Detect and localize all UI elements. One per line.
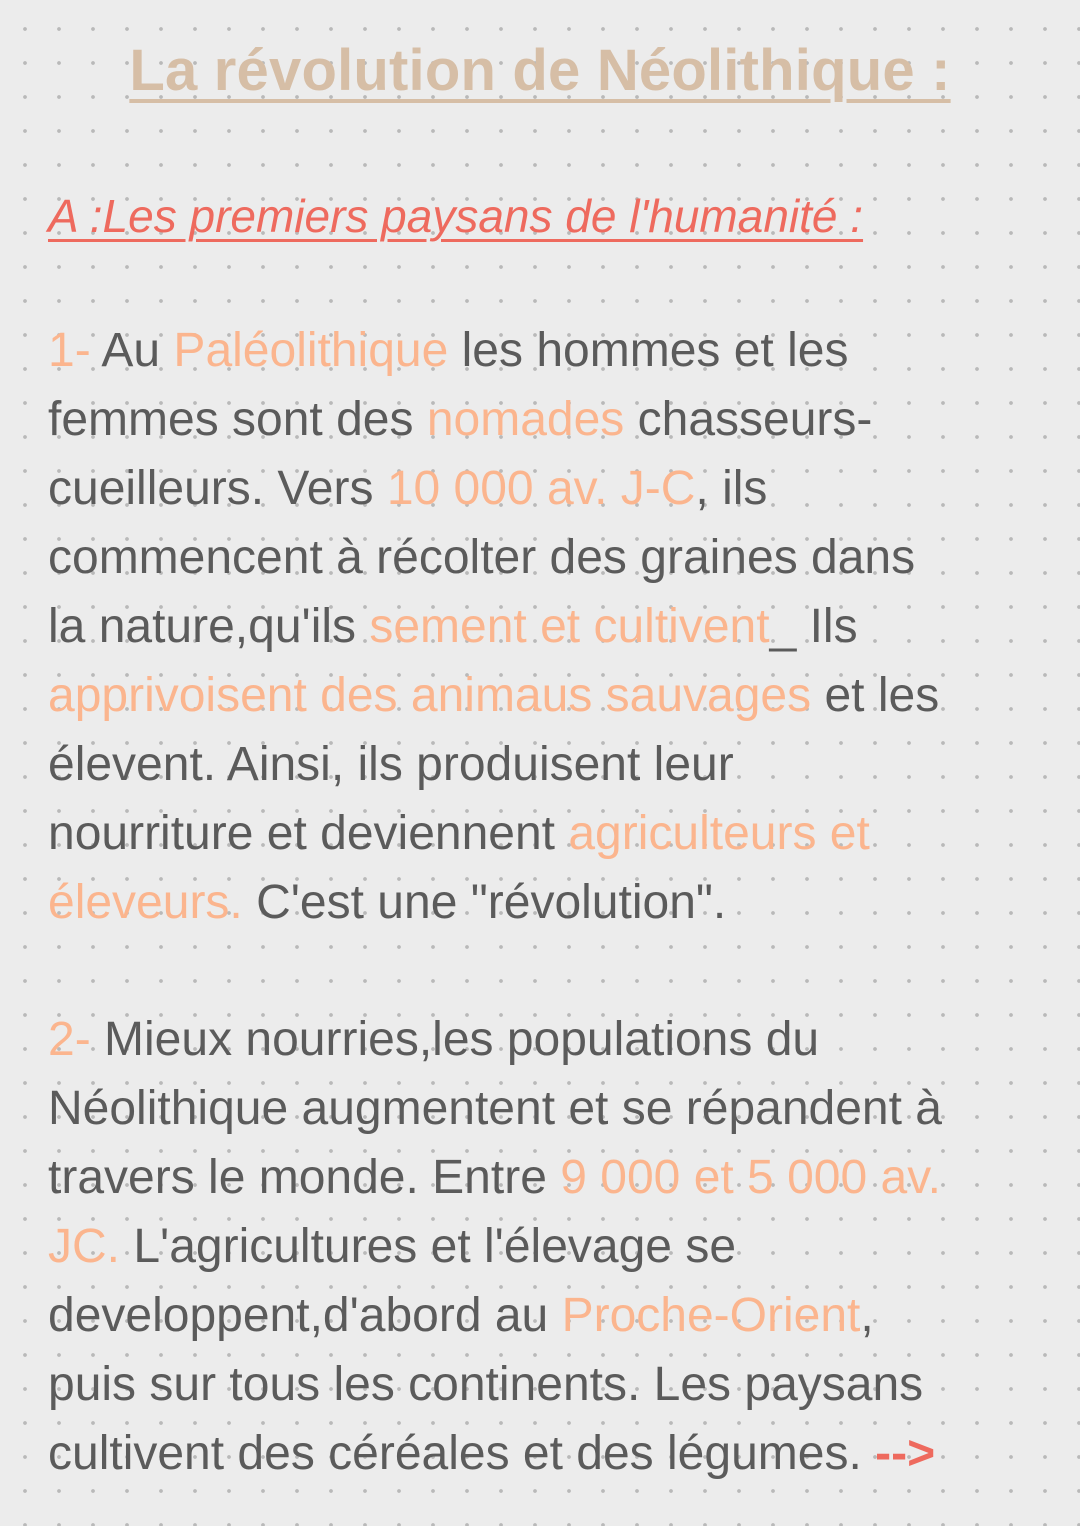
item-number: 2- [48,1013,91,1066]
paragraph-line [48,1074,1048,1143]
highlighted-term: JC. [48,1220,120,1273]
paragraph-1 [48,316,1048,937]
paragraph-line [48,730,1048,799]
text-segment: cultivent des céréales et des légumes. [48,1427,876,1480]
text-segment: chasseurs- [624,393,873,446]
paragraph-line [48,1212,1048,1281]
paragraph-line [48,1281,1048,1350]
text-segment: la nature,qu'ils [48,600,370,653]
highlighted-term: Paléolithique [173,324,449,377]
text-segment: Mieux nourries,les populations du [90,1013,820,1066]
page-title [0,36,1080,106]
section-heading [48,186,863,246]
text-segment: developpent,d'abord au [48,1289,562,1342]
text-segment: commencent à récolter des graines dans [48,531,916,584]
text-segment: et les [811,669,940,722]
text-segment: Néolithique augmentent et se répandent à [48,1082,942,1135]
text-segment: puis sur tous les continents. Les paysans [48,1358,924,1411]
paragraph-2 [48,1005,1048,1488]
highlighted-term: 10 000 av. J-C [386,462,696,515]
text-segment: L'agricultures et l'élevage se [120,1220,737,1273]
text-segment: femmes sont des [48,393,427,446]
highlighted-term: nomades [426,393,625,446]
text-segment: nourriture et deviennent [48,807,569,860]
paragraph-line [48,799,1048,868]
highlighted-term: sement et cultivent [369,600,770,653]
section-heading-text: A :Les premiers paysans de l'humanité : [48,190,864,242]
text-segment: élevent. Ainsi, ils produisent leur [48,738,734,791]
paragraph-line [48,454,1048,523]
text-segment: les hommes et les [448,324,849,377]
text-segment: , [860,1289,874,1342]
paragraph-line [48,316,1048,385]
paragraph-line [48,1143,1048,1212]
paragraph-line [48,1350,1048,1419]
paragraph-line [48,661,1048,730]
paragraph-line [48,868,1048,937]
paragraph-line [48,1005,1048,1074]
text-segment: C'est une "révolution". [242,876,727,929]
continue-arrow-icon: --> [875,1427,936,1480]
highlighted-term: agriculteurs et [568,807,870,860]
text-segment: , ils [695,462,768,515]
paragraph-line [48,523,1048,592]
highlighted-term: 9 000 et 5 000 av. [560,1151,941,1204]
paragraph-line [48,385,1048,454]
text-segment: cueilleurs. Vers [48,462,387,515]
highlighted-term: éleveurs. [48,876,243,929]
page-title-text: La révolution de Néolithique : [129,38,951,103]
highlighted-term: Proche-Orient [561,1289,861,1342]
paragraph-line [48,592,1048,661]
item-number: 1- [48,324,91,377]
text-segment: travers le monde. Entre [48,1151,561,1204]
text-segment: _ Ils [769,600,858,653]
text-segment: Au [90,324,174,377]
paragraph-line [48,1419,1048,1488]
highlighted-term: apprivoisent des animaus sauvages [48,669,812,722]
